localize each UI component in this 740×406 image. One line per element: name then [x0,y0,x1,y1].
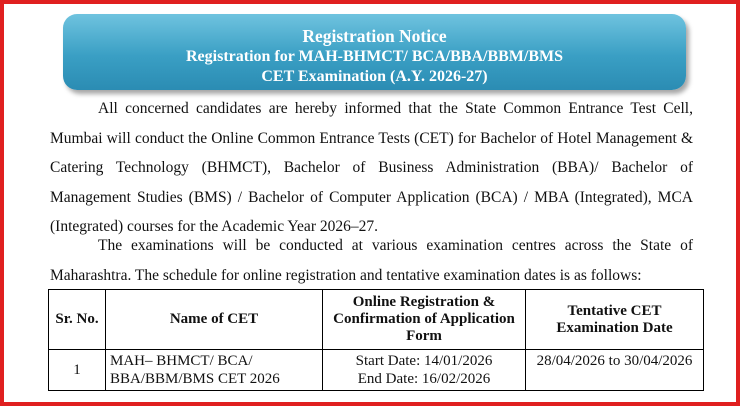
cell-sr-no: 1 [49,350,106,391]
header-sr-no: Sr. No. [49,290,106,350]
notice-subtitle: Registration for MAH-BHMCT/ BCA/BBA/BBM/BMS [185,48,564,65]
table-header-row [49,290,704,350]
cet-name-line1: MAH– BHMCT/ BCA/ [110,353,253,369]
notice-title: Registration Notice [302,26,447,46]
registration-start-date: Start Date: 14/01/2026 [355,353,493,369]
intro-paragraph: All concerned candidates are hereby informed that the State Common Entrance Test Cell, Mumbai will conduct the Online Common Entrance Tests (CET) for Bachelor of Hotel Management & Catering Technology (BHMCT), Bachelor of Business Administration (BBA)/ Bachelor of Management Studies (BMS) / Bachelor of Computer Application (BCA) / MBA (Integrated), MCA (Integrated) courses for the Academic Year 2026–27. [50,100,693,236]
notice-banner [63,14,686,90]
header-registration: Online Registration & Confirmation of Application Form [323,290,526,350]
cell-exam-date: 28/04/2026 to 30/04/2026 [526,350,704,391]
registration-end-date: End Date: 16/02/2026 [357,371,491,387]
cet-schedule-table [48,289,704,391]
table-row [49,350,704,391]
notice-subtitle-year: CET Examination (A.Y. 2026-27) [261,68,488,85]
schedule-paragraph: The examinations will be conducted at various examination centres across the State of Maharashtra. The schedule for online registration and tentative examination dates is as follows: [50,237,693,284]
header-exam-date: Tentative CET Examination Date [526,290,704,350]
header-cet-name: Name of CET [106,290,323,350]
cet-name-line2: BBA/BBM/BMS CET 2026 [110,371,280,387]
cell-cet-name [106,350,323,391]
cell-registration-dates [323,350,526,391]
